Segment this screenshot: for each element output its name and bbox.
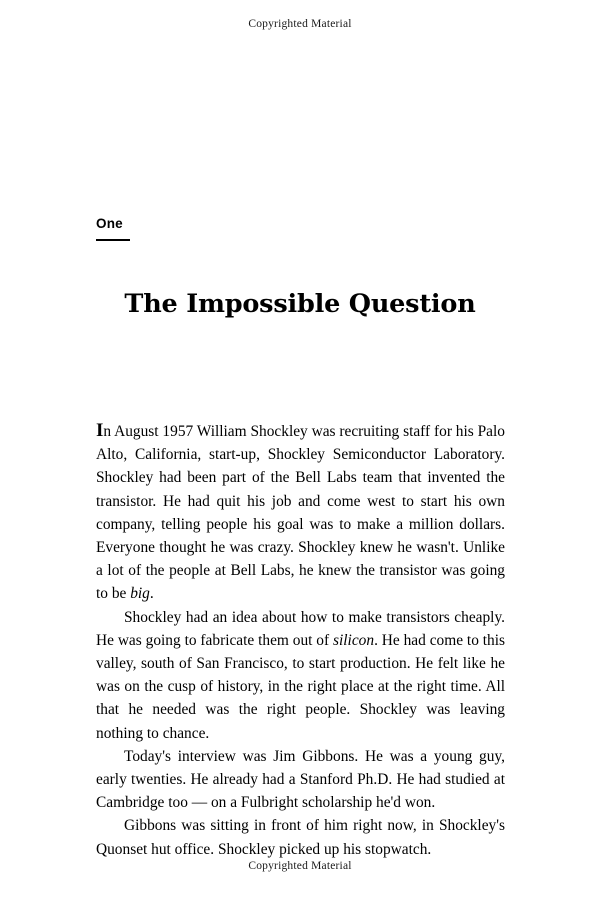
body-paragraph: Gibbons was sitting in front of him right now, in Shockley's Quonset hut office. Shockley picked up his stopwatch.: [96, 817, 505, 858]
body-paragraph: Shockley had an idea about how to make transistors cheaply. He was going to fabricate them out of silicon. He had come to this valley, south of San Francisco, to start production. He felt like he was on the cusp of history, in the right place at the right time. All that he needed was the right people. Shockley was leaving nothing to chance.: [96, 608, 505, 742]
emphasized-word: silicon: [333, 631, 375, 649]
emphasized-word: big: [130, 585, 150, 603]
watermark-top: Copyrighted Material: [248, 18, 352, 30]
chapter-number-label: One: [96, 216, 123, 231]
chapter-divider-rule: [96, 239, 130, 241]
body-paragraph: Today's interview was Jim Gibbons. He was a young guy, early twenties. He already had a Stanford Ph.D. He had studied at Cambridge too — on a Fulbright scholarship he'd won.: [96, 747, 505, 812]
chapter-title: The Impossible Question: [124, 289, 476, 320]
watermark-bottom: Copyrighted Material: [248, 860, 352, 872]
body-paragraph: In August 1957 William Shockley was recruiting staff for his Palo Alto, California, start-up, Shockley Semiconductor Laboratory. Shockley had been part of the Bell Labs team that invented the transistor. He had quit his job and come west to start his own company, telling people his goal was to make a million dollars. Everyone thought he was crazy. Shockley knew he wasn't. Unlike a lot of the people at Bell Labs, he knew the transistor was going to be big.: [96, 420, 505, 603]
chapter-body-text: [96, 419, 505, 861]
